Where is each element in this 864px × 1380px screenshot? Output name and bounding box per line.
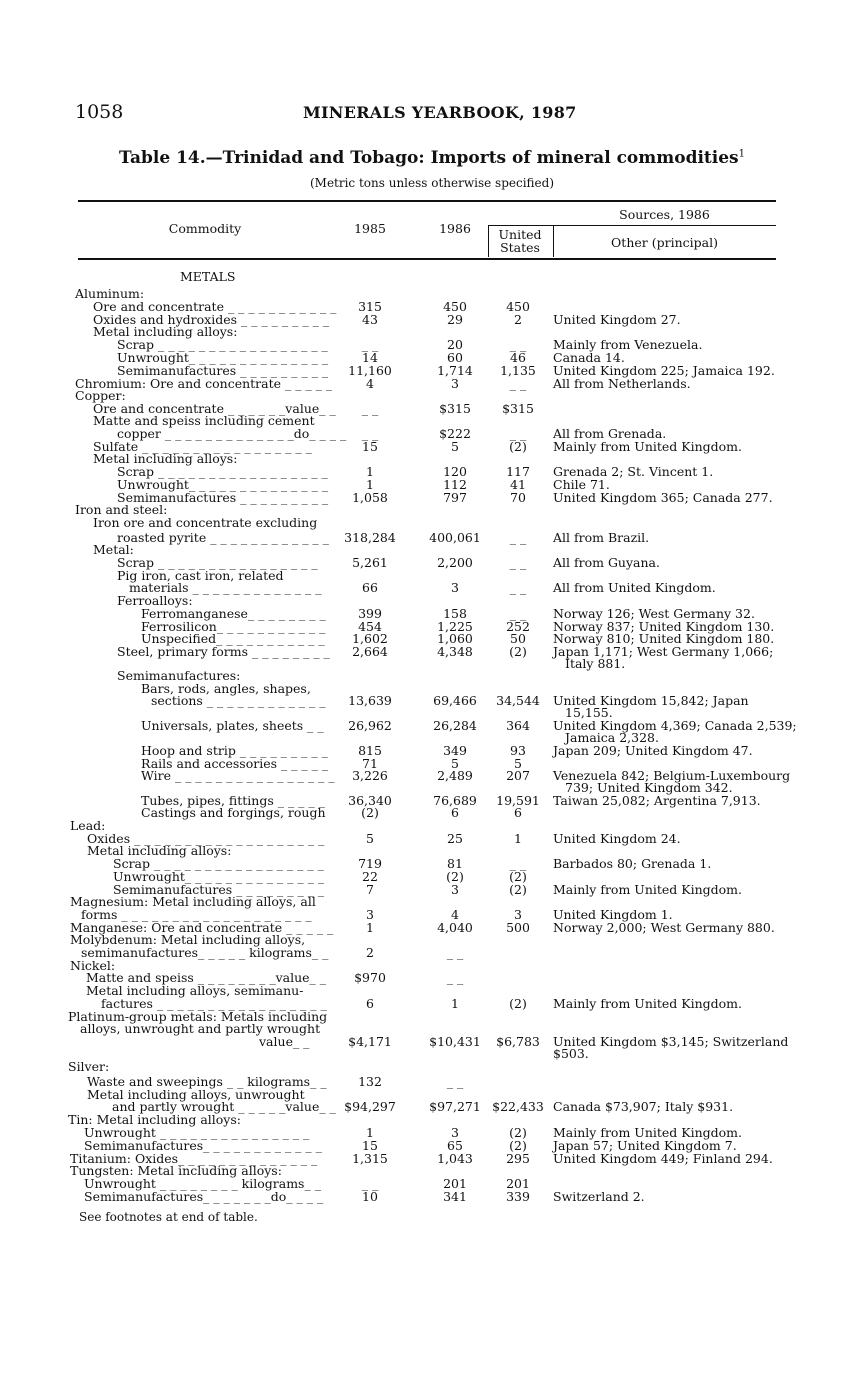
other-sources-cell: Mainly from United Kingdom. — [553, 1125, 743, 1140]
united-states-cell: 1,135 — [500, 363, 536, 378]
commodity-cell: Unspecified_ _ _ _ _ _ _ _ _ _ _ — [141, 631, 325, 646]
commodity-cell: Semimanufactures _ _ _ _ _ _ _ _ _ — [113, 882, 325, 897]
value-1986-cell: 3 — [451, 376, 459, 391]
table-row — [0, 946, 864, 959]
value-1985-cell: 719 — [358, 856, 382, 871]
value-1986-cell: 1,043 — [437, 1151, 473, 1166]
value-1985-cell: 2 — [366, 945, 374, 960]
commodity-cell: Semimanufactures: — [117, 668, 241, 683]
page-number: 1058 — [75, 101, 124, 123]
other-sources-cell: Norway 126; West Germany 32. — [553, 606, 755, 621]
value-1986-cell: 400,061 — [429, 530, 481, 545]
commodity-cell: Metal including alloys, semimanu- — [86, 983, 304, 998]
commodity-cell: Molybdenum: Metal including alloys, — [70, 932, 306, 947]
united-states-cell: 93 — [510, 743, 526, 758]
value-1986-cell: 450 — [443, 299, 467, 314]
table-row — [0, 1190, 864, 1203]
commodity-cell: Scrap _ _ _ _ _ _ _ _ _ _ _ _ _ _ _ _ — [117, 555, 318, 570]
united-states-cell: 5 — [514, 756, 522, 771]
other-sources-cell: $503. — [553, 1046, 589, 1061]
value-1986-cell: _ _ — [446, 945, 464, 960]
united-states-cell: (2) — [509, 996, 527, 1011]
commodity-cell: Matte and speiss _ _ _ _ _ _ _ _value_ _ — [86, 970, 327, 985]
commodity-cell: Semimanufactures _ _ _ _ _ _ _ _ _ — [117, 363, 329, 378]
other-sources-cell: 15,155. — [565, 705, 613, 720]
value-1986-cell: $222 — [439, 426, 471, 441]
commodity-cell: semimanufactures_ _ _ _ _ kilograms_ _ — [81, 945, 329, 960]
value-1985-cell: 1 — [366, 464, 374, 479]
table-row — [0, 270, 864, 283]
united-states-cell: 364 — [506, 718, 530, 733]
header-united-states: United States — [498, 227, 542, 255]
other-sources-cell: Taiwan 25,082; Argentina 7,913. — [553, 793, 761, 808]
value-1985-cell: 22 — [362, 869, 378, 884]
commodity-cell: Unwrought_ _ _ _ _ _ _ _ _ _ _ _ _ _ — [113, 869, 325, 884]
value-1985-cell: 454 — [358, 619, 382, 634]
commodity-cell: Ferroalloys: — [117, 593, 193, 608]
value-1986-cell: 120 — [443, 464, 467, 479]
commodity-cell: Tin: Metal including alloys: — [68, 1112, 241, 1127]
value-1985-cell: 815 — [358, 743, 382, 758]
table-subtitle: (Metric tons unless otherwise specified) — [309, 176, 555, 190]
united-states-cell: 339 — [506, 1189, 530, 1204]
value-1985-cell: 1,315 — [352, 1151, 388, 1166]
value-1986-cell: 4,040 — [437, 920, 473, 935]
value-1985-cell: 315 — [358, 299, 382, 314]
commodity-cell: Sulfate _ _ _ _ _ _ _ _ _ _ _ _ _ _ _ _ _ — [93, 439, 312, 454]
value-1986-cell: 349 — [443, 743, 467, 758]
commodity-cell: Iron and steel: — [75, 502, 168, 517]
value-1986-cell: 3 — [451, 1125, 459, 1140]
united-states-cell: (2) — [509, 882, 527, 897]
value-1985-cell: _ _ — [361, 337, 379, 352]
commodity-cell: Unwrought_ _ _ _ _ _ _ _ _ _ _ _ _ _ — [117, 477, 329, 492]
value-1985-cell: 13,639 — [348, 693, 392, 708]
united-states-cell: (2) — [509, 869, 527, 884]
united-states-cell: 70 — [510, 490, 526, 505]
other-sources-cell: Mainly from United Kingdom. — [553, 439, 743, 454]
commodity-cell: Oxides _ _ _ _ _ _ _ _ _ _ _ _ _ _ _ _ _ _ _ — [87, 831, 325, 846]
united-states-cell: 3 — [514, 907, 522, 922]
value-1985-cell: 15 — [362, 1138, 378, 1153]
united-states-cell: 201 — [506, 1176, 530, 1191]
other-sources-cell: Canada 14. — [553, 350, 625, 365]
other-sources-cell: United Kingdom $3,145; Switzerland — [553, 1034, 789, 1049]
value-1985-cell: 1 — [366, 477, 374, 492]
commodity-cell: Ore and concentrate _ _ _ _ _ _ _ _ _ _ _ — [93, 299, 337, 314]
other-sources-cell: Canada $73,907; Italy $931. — [553, 1099, 734, 1114]
commodity-cell: Platinum-group metals: Metals including — [68, 1009, 328, 1024]
united-states-cell: _ _ — [509, 555, 527, 570]
value-1985-cell: 1,058 — [352, 490, 388, 505]
commodity-cell: Metal: — [93, 542, 134, 557]
value-1986-cell: $315 — [439, 401, 471, 416]
commodity-cell: Hoop and strip _ _ _ _ _ _ _ _ _ — [141, 743, 328, 758]
header-1985: 1985 — [354, 221, 386, 236]
table-row — [0, 669, 864, 682]
value-1986-cell: 25 — [447, 831, 463, 846]
header-other: Other (principal) — [611, 235, 718, 250]
commodity-cell: Tubes, pipes, fittings _ _ _ _ _ — [141, 793, 325, 808]
other-sources-cell: Jamaica 2,328. — [565, 730, 659, 745]
value-1986-cell: 1,060 — [437, 631, 473, 646]
value-1986-cell: 4 — [451, 907, 459, 922]
value-1985-cell: 66 — [362, 580, 378, 595]
other-sources-cell: Mainly from United Kingdom. — [553, 996, 743, 1011]
commodity-cell: Matte and speiss including cement — [93, 413, 315, 428]
value-1986-cell: 4,348 — [437, 644, 473, 659]
united-states-cell: _ _ — [509, 856, 527, 871]
commodity-cell: Rails and accessories _ _ _ _ _ — [141, 756, 329, 771]
value-1985-cell: 15 — [362, 439, 378, 454]
value-1985-cell: 1 — [366, 1125, 374, 1140]
other-sources-cell: Japan 209; United Kingdom 47. — [553, 743, 753, 758]
value-1985-cell: 1 — [366, 920, 374, 935]
value-1985-cell: _ _ — [361, 426, 379, 441]
commodity-cell: Lead: — [70, 818, 106, 833]
commodity-cell: sections _ _ _ _ _ _ _ _ _ _ _ _ — [151, 693, 326, 708]
other-sources-cell: Norway 2,000; West Germany 880. — [553, 920, 775, 935]
value-1985-cell: 2,664 — [352, 644, 388, 659]
united-states-cell: (2) — [509, 644, 527, 659]
value-1986-cell: 1 — [451, 996, 459, 1011]
value-1986-cell: _ _ — [446, 970, 464, 985]
value-1986-cell: 158 — [443, 606, 467, 621]
value-1985-cell: 26,962 — [348, 718, 392, 733]
value-1985-cell: (2) — [361, 805, 379, 820]
sources-rule — [488, 225, 776, 226]
value-1985-cell: _ _ — [361, 401, 379, 416]
commodity-cell: Nickel: — [70, 958, 116, 973]
commodity-cell: Waste and sweepings _ _ kilograms_ _ — [87, 1074, 327, 1089]
commodity-cell: Magnesium: Metal including alloys, all — [70, 894, 316, 909]
value-1986-cell: 69,466 — [433, 693, 477, 708]
value-1986-cell: 26,284 — [433, 718, 477, 733]
value-1986-cell: 341 — [443, 1189, 467, 1204]
value-1986-cell: 5 — [451, 756, 459, 771]
commodity-cell: Metal including alloys: — [93, 451, 238, 466]
united-states-cell: _ _ — [509, 580, 527, 595]
united-states-cell: 46 — [510, 350, 526, 365]
united-states-cell: 207 — [506, 768, 530, 783]
header-sources: Sources, 1986 — [619, 207, 710, 222]
commodity-cell: and partly wrought _ _ _ _ _value_ _ — [112, 1099, 336, 1114]
united-states-cell: _ _ — [509, 337, 527, 352]
other-sources-cell: All from Brazil. — [553, 530, 650, 545]
other-sources-cell: United Kingdom 449; Finland 294. — [553, 1151, 773, 1166]
header-1986: 1986 — [439, 221, 471, 236]
other-sources-cell: Switzerland 2. — [553, 1189, 645, 1204]
table-title-text: Table 14.—Trinidad and Tobago: Imports of mineral commodities — [118, 148, 739, 168]
united-states-cell: $22,433 — [492, 1099, 544, 1114]
united-states-cell: 34,544 — [496, 693, 540, 708]
commodity-cell: Bars, rods, angles, shapes, — [141, 681, 311, 696]
value-1986-cell: 81 — [447, 856, 463, 871]
commodity-cell: Scrap _ _ _ _ _ _ _ _ _ _ _ _ _ _ _ _ _ — [117, 464, 328, 479]
united-states-cell: 19,591 — [496, 793, 540, 808]
value-1985-cell: 6 — [366, 996, 374, 1011]
value-1985-cell: $94,297 — [344, 1099, 396, 1114]
commodity-cell: Silver: — [68, 1059, 110, 1074]
value-1986-cell: 6 — [451, 805, 459, 820]
other-sources-cell: Italy 881. — [565, 656, 626, 671]
commodity-cell: Tungsten: Metal including alloys: — [70, 1163, 282, 1178]
value-1985-cell: 11,160 — [348, 363, 392, 378]
header-commodity: Commodity — [168, 221, 242, 236]
commodity-cell: Scrap _ _ _ _ _ _ _ _ _ _ _ _ _ _ _ _ _ — [113, 856, 324, 871]
value-1986-cell: 29 — [447, 312, 463, 327]
value-1985-cell: 10 — [362, 1189, 378, 1204]
table-row — [0, 516, 864, 529]
united-states-cell: 50 — [510, 631, 526, 646]
united-states-cell: 450 — [506, 299, 530, 314]
united-states-cell: 6 — [514, 805, 522, 820]
table-row — [0, 1047, 864, 1060]
value-1986-cell: 2,200 — [437, 555, 473, 570]
value-1986-cell: $97,271 — [429, 1099, 481, 1114]
commodity-cell: Unwrought _ _ _ _ _ _ _ _ kilograms_ _ — [84, 1176, 321, 1191]
other-sources-cell: United Kingdom 365; Canada 277. — [553, 490, 773, 505]
commodity-cell: METALS — [180, 269, 236, 284]
commodity-cell: Unwrought _ _ _ _ _ _ _ _ _ _ _ _ _ _ _ — [84, 1125, 310, 1140]
other-sources-cell: Grenada 2; St. Vincent 1. — [553, 464, 714, 479]
commodity-cell: Semimanufactures_ _ _ _ _ _ _ _ _ _ _ _ — [84, 1138, 322, 1153]
table-row — [0, 806, 864, 819]
other-sources-cell: All from Grenada. — [553, 426, 667, 441]
other-sources-cell: Chile 71. — [553, 477, 610, 492]
commodity-cell: Ore and concentrate _ _ _ _ _ _value_ _ — [93, 401, 336, 416]
value-1985-cell: 1,602 — [352, 631, 388, 646]
value-1985-cell: 3 — [366, 907, 374, 922]
other-sources-cell: Venezuela 842; Belgium-Luxembourg — [553, 768, 791, 783]
united-states-cell: (2) — [509, 1125, 527, 1140]
commodity-cell: materials _ _ _ _ _ _ _ _ _ _ _ _ _ — [129, 580, 322, 595]
commodity-cell: Castings and forgings, rough — [141, 805, 326, 820]
value-1986-cell: 20 — [447, 337, 463, 352]
commodity-cell: Manganese: Ore and concentrate _ _ _ _ _ — [70, 920, 334, 935]
value-1985-cell: $970 — [354, 970, 386, 985]
value-1986-cell: $10,431 — [429, 1034, 481, 1049]
value-1985-cell: 4 — [366, 376, 374, 391]
other-sources-cell: All from Guyana. — [553, 555, 660, 570]
table-title — [0, 148, 864, 168]
value-1986-cell: 3 — [451, 882, 459, 897]
commodity-cell: Aluminum: — [75, 286, 145, 301]
commodity-cell: Ferromanganese_ _ _ _ _ _ _ _ — [141, 606, 326, 621]
commodity-cell: Steel, primary forms _ _ _ _ _ _ _ _ — [117, 644, 330, 659]
united-states-cell: (2) — [509, 439, 527, 454]
united-states-cell: 2 — [514, 312, 522, 327]
value-1985-cell: 7 — [366, 882, 374, 897]
value-1986-cell: 76,689 — [433, 793, 477, 808]
united-states-cell: 1 — [514, 831, 522, 846]
table-row — [0, 1060, 864, 1073]
commodity-cell: Metal including alloys: — [87, 843, 232, 858]
other-sources-cell: United Kingdom 27. — [553, 312, 681, 327]
value-1986-cell: 201 — [443, 1176, 467, 1191]
united-states-cell: (2) — [509, 1138, 527, 1153]
other-sources-cell: Barbados 80; Grenada 1. — [553, 856, 712, 871]
united-states-cell: 500 — [506, 920, 530, 935]
other-sources-cell: All from Netherlands. — [553, 376, 691, 391]
commodity-cell: Ferrosilicon_ _ _ _ _ _ _ _ _ _ _ — [141, 619, 326, 634]
united-states-cell: 117 — [506, 464, 530, 479]
commodity-cell: value_ _ — [259, 1034, 310, 1049]
other-sources-cell: United Kingdom 225; Jamaica 192. — [553, 363, 775, 378]
header-bottom-rule — [78, 258, 776, 260]
united-states-cell: $315 — [502, 401, 534, 416]
value-1985-cell: 36,340 — [348, 793, 392, 808]
commodity-cell: Titanium: Oxides_ _ _ _ _ _ _ _ _ _ _ _ _ _ — [70, 1151, 318, 1166]
value-1985-cell: 43 — [362, 312, 378, 327]
united-states-cell: _ _ — [509, 376, 527, 391]
commodity-cell: alloys, unwrought and partly wrought — [80, 1021, 321, 1036]
value-1986-cell: 797 — [443, 490, 467, 505]
value-1986-cell: 1,225 — [437, 619, 473, 634]
commodity-cell: Semimanufactures_ _ _ _ _ _ _do_ _ _ _ — [84, 1189, 324, 1204]
value-1986-cell: _ _ — [446, 1074, 464, 1089]
commodity-cell: Universals, plates, sheets _ _ — [141, 718, 324, 733]
other-sources-cell: United Kingdom 4,369; Canada 2,539; — [553, 718, 797, 733]
united-states-cell: 252 — [506, 619, 530, 634]
commodity-cell: Iron ore and concentrate excluding — [93, 515, 318, 530]
table-row — [0, 744, 864, 757]
value-1986-cell: 2,489 — [437, 768, 473, 783]
other-sources-cell: Norway 810; United Kingdom 180. — [553, 631, 775, 646]
value-1986-cell: 60 — [447, 350, 463, 365]
value-1985-cell: 5 — [366, 831, 374, 846]
other-sources-cell: Japan 57; United Kingdom 7. — [553, 1138, 737, 1153]
commodity-cell: Chromium: Ore and concentrate _ _ _ _ _ — [75, 376, 333, 391]
value-1985-cell: 132 — [358, 1074, 382, 1089]
commodity-cell: Metal including alloys: — [93, 324, 238, 339]
value-1986-cell: 65 — [447, 1138, 463, 1153]
table-title-footnote: 1 — [738, 148, 745, 160]
commodity-cell: Oxides and hydroxides _ _ _ _ _ _ _ _ _ — [93, 312, 330, 327]
value-1985-cell: $4,171 — [348, 1034, 392, 1049]
commodity-cell: Semimanufactures _ _ _ _ _ _ _ _ _ — [117, 490, 329, 505]
value-1985-cell: 399 — [358, 606, 382, 621]
value-1986-cell: 1,714 — [437, 363, 473, 378]
united-states-cell: 295 — [506, 1151, 530, 1166]
value-1985-cell: 5,261 — [352, 555, 388, 570]
value-1985-cell: 71 — [362, 756, 378, 771]
commodity-cell: Scrap _ _ _ _ _ _ _ _ _ _ _ _ _ _ _ _ _ — [117, 337, 328, 352]
other-sources-cell: United Kingdom 24. — [553, 831, 681, 846]
commodity-cell: Wire _ _ _ _ _ _ _ _ _ _ _ _ _ _ _ _ — [141, 768, 335, 783]
value-1985-cell: _ _ — [361, 1176, 379, 1191]
united-states-cell: _ _ — [509, 606, 527, 621]
value-1986-cell: 112 — [443, 477, 467, 492]
commodity-cell: Copper: — [75, 388, 126, 403]
united-states-cell: _ _ — [509, 426, 527, 441]
other-sources-cell: All from United Kingdom. — [553, 580, 716, 595]
running-title: MINERALS YEARBOOK, 1987 — [303, 103, 577, 122]
united-states-cell: 41 — [510, 477, 526, 492]
value-1986-cell: 5 — [451, 439, 459, 454]
value-1985-cell: 3,226 — [352, 768, 388, 783]
commodity-cell: Unwrought_ _ _ _ _ _ _ _ _ _ _ _ _ _ — [117, 350, 329, 365]
value-1986-cell: 3 — [451, 580, 459, 595]
other-sources-cell: 739; United Kingdom 342. — [565, 780, 733, 795]
other-sources-cell: United Kingdom 15,842; Japan — [553, 693, 749, 708]
table-top-rule — [78, 200, 776, 202]
commodity-cell: roasted pyrite _ _ _ _ _ _ _ _ _ _ _ _ — [117, 530, 329, 545]
commodity-cell: copper _ _ _ _ _ _ _ _ _ _ _ _ _do_ _ _ _ — [117, 426, 347, 441]
other-sources-cell: United Kingdom 1. — [553, 907, 673, 922]
other-sources-cell: Mainly from United Kingdom. — [553, 882, 743, 897]
footnote-note: See footnotes at end of table. — [79, 1210, 258, 1224]
commodity-cell: factures _ _ _ _ _ _ _ _ _ _ _ _ _ _ _ _ _ — [101, 996, 327, 1011]
value-1985-cell: 14 — [362, 350, 378, 365]
united-states-cell: _ _ — [509, 530, 527, 545]
value-1986-cell: (2) — [446, 869, 464, 884]
commodity-cell: Pig iron, cast iron, related — [117, 568, 284, 583]
value-1985-cell: 318,284 — [344, 530, 396, 545]
other-sources-cell: Norway 837; United Kingdom 130. — [553, 619, 775, 634]
commodity-cell: Metal including alloys, unwrought — [87, 1087, 305, 1102]
other-sources-cell: Mainly from Venezuela. — [553, 337, 703, 352]
other-sources-cell: Japan 1,171; West Germany 1,066; — [553, 644, 774, 659]
united-states-cell: $6,783 — [496, 1034, 540, 1049]
commodity-cell: forms _ _ _ _ _ _ _ _ _ _ _ _ _ _ _ _ _ _ _ — [81, 907, 312, 922]
